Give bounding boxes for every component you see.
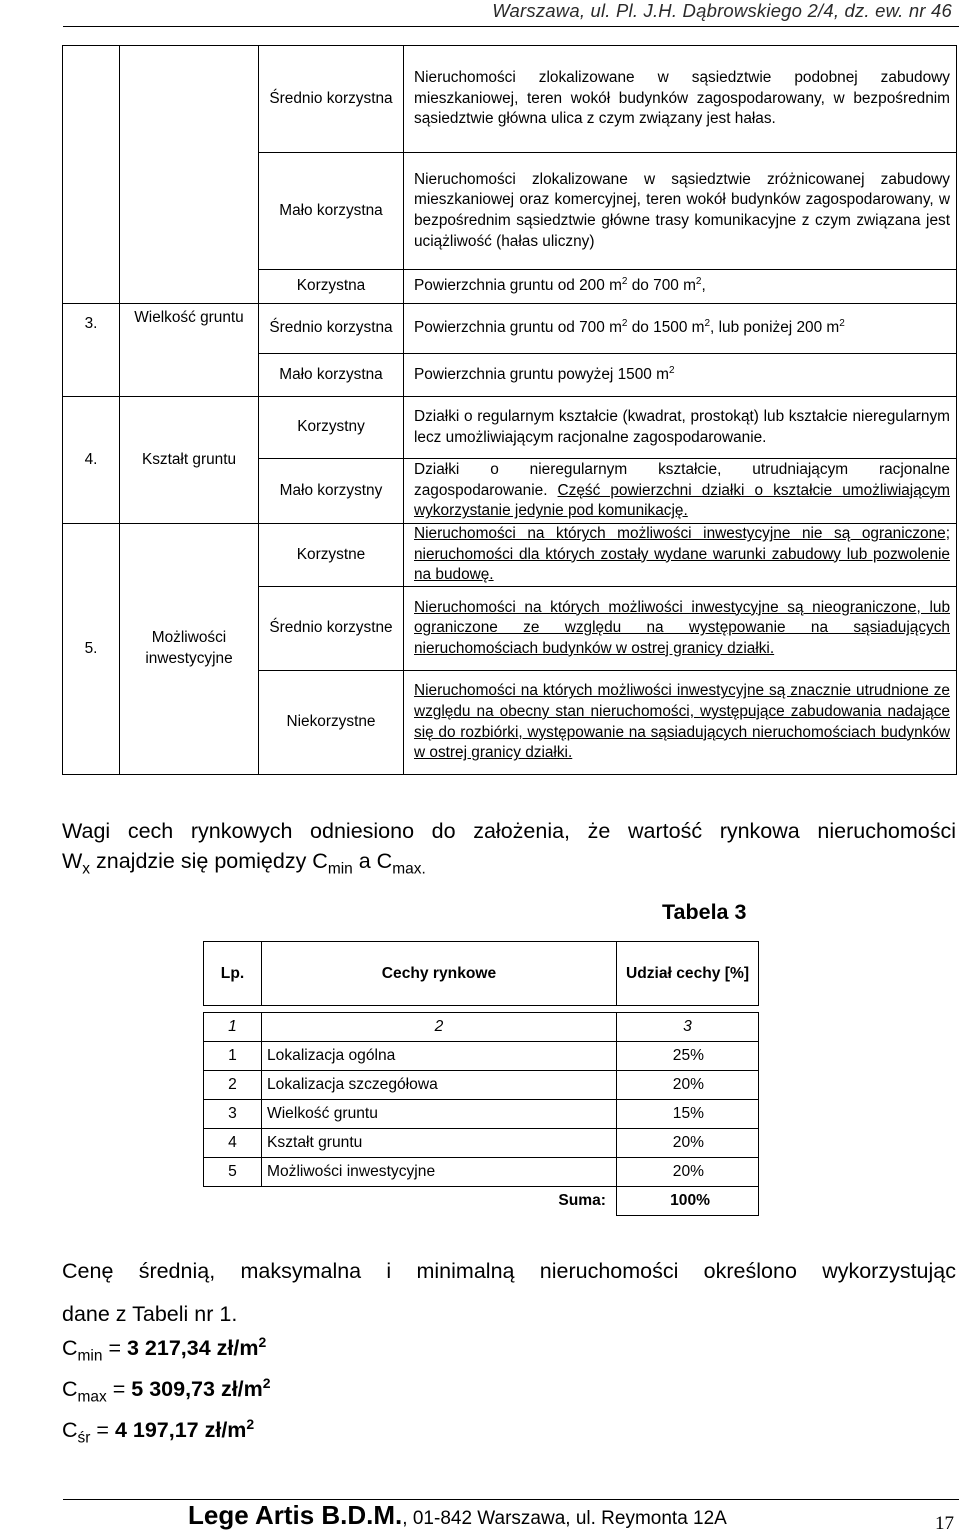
table-row: 2 Lokalizacja szczegółowa 20% xyxy=(204,1071,759,1100)
rating-cell: Korzystne xyxy=(259,524,404,587)
description-cell: Powierzchnia gruntu powyżej 1500 $m^2$ xyxy=(404,354,957,397)
rating-cell: Mało korzystna xyxy=(259,153,404,270)
description-cell: Nieruchomości na których możliwości inwestycyjne nie są ograniczone; nieruchomości dla których zostały wydane warunki zabudowy lub pozwolenie na budowę. xyxy=(404,524,957,587)
description-cell: Powierzchnia gruntu od 200 $m^2$ do 700 $m^2$, xyxy=(404,270,957,304)
description-cell: Działki o regularnym kształcie (kwadrat, prostokąt) lub kształcie nieregularnym lecz umożliwiającym racjonalne zagospodarowanie. xyxy=(404,397,957,459)
criterion-name: Kształt gruntu xyxy=(120,397,259,524)
rating-cell: Mało korzystny xyxy=(259,459,404,524)
table-row xyxy=(63,304,957,354)
paragraph-weights xyxy=(62,816,956,876)
page-footer xyxy=(188,1500,727,1531)
header-udzial: Udział cechy [%] xyxy=(617,942,759,1006)
sum-row xyxy=(204,1187,759,1216)
table-caption: Tabela 3 xyxy=(662,900,747,924)
table-row: 4 Kształt gruntu 20% xyxy=(204,1129,759,1158)
criterion-name: Możliwości inwestycyjne xyxy=(120,524,259,775)
criterion-number: 5. xyxy=(63,524,120,775)
rating-cell: Korzystny xyxy=(259,397,404,459)
criterion-name: Wielkość gruntu xyxy=(120,304,259,397)
table-row xyxy=(63,46,957,153)
price-avg: $C_{śr} = 4$ 197,17 $zł/m^2$ xyxy=(62,1415,255,1447)
rating-cell: Średnio korzystna xyxy=(259,304,404,354)
price-min: $C_{min} = 3$ 217,34 $zł/m^2$ xyxy=(62,1333,267,1365)
sum-value: 100% xyxy=(617,1187,759,1216)
table-row: 3 Wielkość gruntu 15% xyxy=(204,1100,759,1129)
paragraph-line: Wagi cech rynkowych odniesiono do założenia, że wartość rynkowa nieruchomości xyxy=(62,819,956,843)
table-header-row xyxy=(204,942,759,1006)
description-cell: Nieruchomości zlokalizowane w sąsiedztwie zróżnicowanej zabudowy mieszkaniowej oraz komercyjnej, teren wokół budynków zagospodarowany, w bezpośrednim sąsiedztwie główne trasy komunikacyjne z czym związana jest uciążliwość (hałas uliczny) xyxy=(404,153,957,270)
page-header: Warszawa, ul. Pl. J.H. Dąbrowskiego 2/4, dz. ew. nr 46 xyxy=(492,0,952,21)
rating-cell: Korzystna xyxy=(259,270,404,304)
table-row: 5 Możliwości inwestycyjne 20% xyxy=(204,1158,759,1187)
header-lp: Lp. xyxy=(204,942,262,1006)
paragraph-prices xyxy=(62,1250,956,1336)
column-number-row: 1 2 3 xyxy=(204,1013,759,1042)
empty-number-cell xyxy=(63,46,120,304)
table-row xyxy=(63,397,957,459)
rating-cell: Mało korzystna xyxy=(259,354,404,397)
rating-cell: Średnio korzystne xyxy=(259,587,404,671)
weights-table xyxy=(203,941,759,1216)
paragraph-line: dane z Tabeli nr 1. xyxy=(62,1302,238,1326)
criterion-number: 3. xyxy=(63,304,120,397)
price-max: $C_{max} = 5$ 309,73 $zł/m^2$ xyxy=(62,1374,271,1406)
table-row: 1 Lokalizacja ogólna 25% xyxy=(204,1042,759,1071)
footer-brand: Lege Artis B.D.M. xyxy=(188,1500,403,1530)
rating-cell: Średnio korzystna xyxy=(259,46,404,153)
description-cell: Nieruchomości na których możliwości inwestycyjne są nieograniczone, lub ograniczone ze względu na występowanie na sąsiadujących nieruchomościach budynków w ostrej granicy działki. xyxy=(404,587,957,671)
rating-cell: Niekorzystne xyxy=(259,671,404,775)
paragraph-line: Cenę średnią, maksymalna i minimalną nieruchomości określono wykorzystując xyxy=(62,1259,956,1283)
header-rule xyxy=(63,26,959,27)
footer-address: , 01-842 Warszawa, ul. Reymonta 12A xyxy=(402,1508,727,1529)
empty-name-cell xyxy=(120,46,259,304)
description-cell: Nieruchomości na których możliwości inwestycyjne są znacznie utrudnione ze względu na obecny stan nieruchomości, występujące zabudowania nadające się do rozbiórki, występowanie na sąsiadujących nieruchomościach budynków w ostrej granicy działki. xyxy=(404,671,957,775)
description-cell: Nieruchomości zlokalizowane w sąsiedztwie podobnej zabudowy mieszkaniowej, teren wokół budynków zagospodarowany, w bezpośrednim sąsiedztwie główna ulica z czym związany jest hałas. xyxy=(404,46,957,153)
paragraph-line: $W_x$ znajdzie się pomiędzy $C_{min}$ a $C_{max.}$ xyxy=(62,849,426,878)
criteria-table xyxy=(62,45,957,775)
sum-label: Suma: xyxy=(262,1187,617,1216)
page-number: 17 xyxy=(935,1513,954,1534)
spacer-row xyxy=(204,1006,759,1013)
table-row xyxy=(63,524,957,587)
description-cell: Działki o nieregularnym kształcie, utrudniającym racjonalne zagospodarowanie. Część powierzchni działki o kształcie umożliwiającym wykorzystanie jedynie pod komunikację. xyxy=(404,459,957,524)
header-cechy: Cechy rynkowe xyxy=(262,942,617,1006)
description-cell: Powierzchnia gruntu od 700 $m^2$ do 1500 $m^2$, lub poniżej 200 $m^2$ xyxy=(404,304,957,354)
criterion-number: 4. xyxy=(63,397,120,524)
